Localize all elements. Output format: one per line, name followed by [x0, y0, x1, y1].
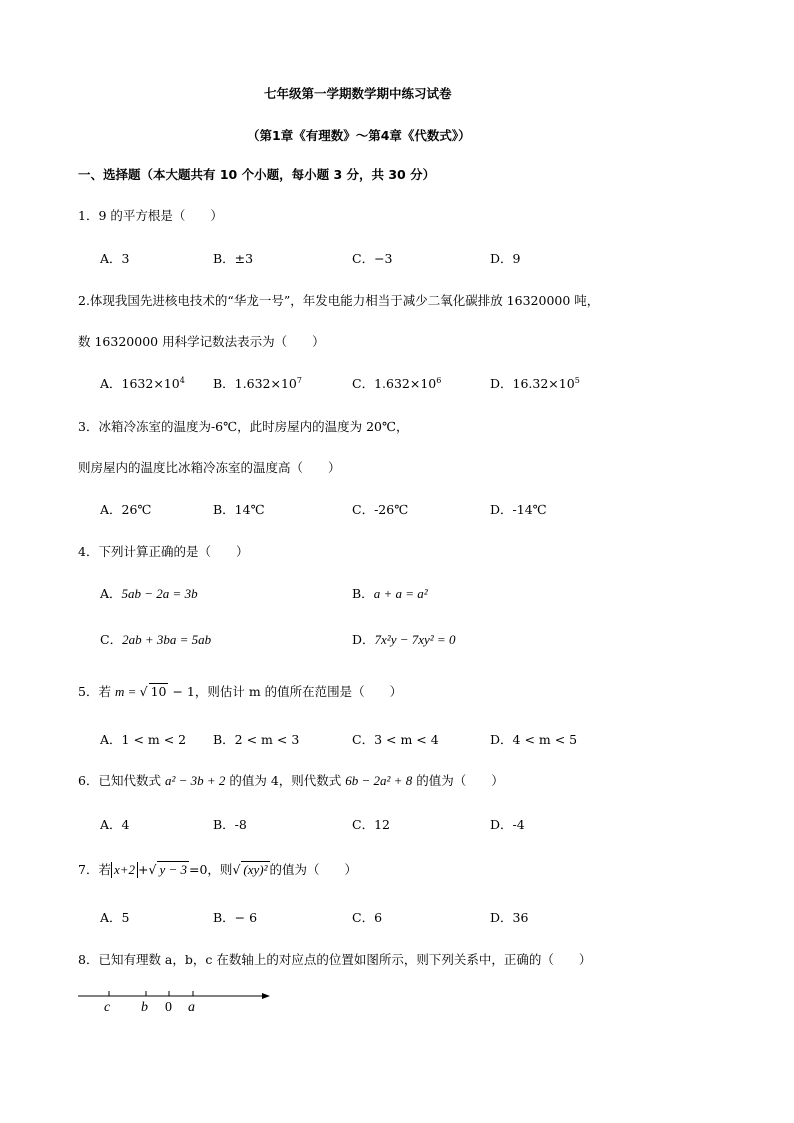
question-6-option-c[interactable]: C．12: [352, 817, 390, 832]
question-7-option-d[interactable]: D．36: [490, 910, 529, 925]
question-2-option-c[interactable]: [352, 374, 441, 392]
question-4-option-b[interactable]: [352, 584, 428, 602]
question-7-option-c[interactable]: C．6: [352, 910, 383, 925]
section-heading: 一、选择题（本大题共有 10 个小题，每小题 3 分，共 30 分）: [78, 167, 436, 182]
question-2-option-a-exponent: 4: [179, 375, 185, 385]
question-1-option-d[interactable]: D．9: [490, 251, 521, 266]
sqrt-symbol: √: [148, 862, 157, 877]
question-7-eq: =0，则: [189, 862, 233, 877]
question-2-option-b-exponent: 7: [296, 375, 302, 385]
question-5-option-d[interactable]: D．4 < m < 5: [490, 732, 578, 747]
question-2-option-d[interactable]: [490, 374, 580, 392]
question-3-option-d[interactable]: D．-14℃: [490, 502, 547, 517]
question-4-option-d-expr: 7x²y − 7xy² = 0: [374, 632, 456, 647]
question-6-option-d[interactable]: D．-4: [490, 817, 525, 832]
question-4-option-a[interactable]: [100, 584, 198, 602]
question-3-option-a[interactable]: A．26℃: [100, 502, 152, 517]
question-2-option-c-text: C．1.632×10: [352, 376, 437, 391]
question-4-option-d[interactable]: [352, 630, 455, 648]
question-6-option-a[interactable]: A．4: [100, 817, 130, 832]
question-5-option-b[interactable]: B．2 < m < 3: [213, 732, 300, 747]
question-5-radicand: 10: [150, 684, 167, 699]
question-6-stem-suffix: 的值为（ ）: [412, 773, 504, 788]
question-7-abs-expr: x+2: [111, 862, 138, 878]
question-5-stem-suffix: ，则估计 m 的值所在范围是（ ）: [194, 684, 403, 699]
question-7-option-a[interactable]: A．5: [100, 910, 130, 925]
question-5-option-a[interactable]: A．1 < m < 2: [100, 732, 187, 747]
question-1-option-b[interactable]: B．±3: [213, 251, 254, 266]
axis-label-b: b: [141, 1000, 148, 1015]
question-3-stem-line-2: 则房屋内的温度比冰箱冷冻室的温度高（ ）: [78, 460, 341, 475]
question-7-option-b[interactable]: B．− 6: [213, 910, 258, 925]
question-2-option-a-text: A．1632×10: [100, 376, 180, 391]
question-2-option-b[interactable]: [213, 374, 302, 392]
question-5-stem-prefix: 5．若: [78, 684, 115, 699]
question-5-stem-var: m =: [114, 684, 140, 699]
question-4-option-d-label: D．: [352, 632, 375, 647]
question-1-option-c[interactable]: C．−3: [352, 251, 393, 266]
sqrt-symbol: √: [232, 862, 241, 877]
axis-label-a: a: [188, 1000, 195, 1015]
question-2-option-b-text: B．1.632×10: [213, 376, 297, 391]
question-4-option-c-label: C．: [100, 632, 123, 647]
question-7-plus: +: [138, 862, 149, 877]
question-6-expr-1: a² − 3b + 2: [164, 773, 226, 788]
question-2-option-c-exponent: 6: [436, 375, 442, 385]
question-3-option-b[interactable]: B．14℃: [213, 502, 265, 517]
question-3-option-c[interactable]: C．-26℃: [352, 502, 409, 517]
question-4-stem: 4．下列计算正确的是（ ）: [78, 544, 249, 559]
question-7-stem: [78, 860, 357, 878]
question-4-option-b-expr: a + a = a²: [373, 586, 428, 601]
question-1-stem: 1．9 的平方根是（ ）: [78, 208, 223, 223]
question-4-option-a-label: A．: [100, 586, 122, 601]
question-5-option-c[interactable]: C．3 < m < 4: [352, 732, 439, 747]
axis-label-c: c: [104, 1000, 111, 1015]
question-2-stem-line-2: 数 16320000 用科学记数法表示为（ ）: [78, 334, 325, 349]
question-6-option-b[interactable]: B．-8: [213, 817, 247, 832]
question-2-stem-line-1: 2.体现我国先进核电技术的“华龙一号”，年发电能力相当于减少二氧化碳排放 16320000 吨，: [78, 293, 600, 308]
page-title: 七年级第一学期数学期中练习试卷: [264, 86, 452, 101]
arrow-right-icon: [262, 993, 270, 999]
question-4-option-c[interactable]: [100, 630, 211, 648]
question-4-option-b-label: B．: [352, 586, 374, 601]
question-5-stem-tail: − 1: [168, 684, 195, 699]
question-2-option-d-exponent: 5: [574, 375, 580, 385]
question-1-option-a[interactable]: A．3: [100, 251, 130, 266]
question-7-radicand-1: y − 3: [159, 862, 187, 877]
question-6-stem-mid: 的值为 4，则代数式: [225, 773, 346, 788]
question-6-expr-2: 6b − 2a² + 8: [345, 773, 413, 788]
question-5-stem: [78, 682, 402, 700]
question-2-option-a[interactable]: [100, 374, 185, 392]
question-7-radicand-2: (xy)²: [243, 862, 268, 877]
question-7-stem-prefix: 7．若: [78, 862, 111, 877]
question-7-stem-suffix: 的值为（ ）: [269, 862, 358, 877]
axis-label-0: 0: [165, 1000, 172, 1015]
page-subtitle: （第1章《有理数》～第4章《代数式》）: [247, 128, 471, 143]
question-3-stem-line-1: 3．冰箱冷冻室的温度为-6℃，此时房屋内的温度为 20℃，: [78, 419, 409, 434]
question-8-stem: 8．已知有理数 a，b，c 在数轴上的对应点的位置如图所示，则下列关系中，正确的（ ）: [78, 952, 592, 967]
question-4-option-c-expr: 2ab + 3ba = 5ab: [122, 632, 212, 647]
question-2-option-d-text: D．16.32×10: [490, 376, 575, 391]
sqrt-symbol: √: [139, 684, 148, 699]
question-4-option-a-expr: 5ab − 2a = 3b: [121, 586, 198, 601]
question-6-stem: [78, 771, 504, 789]
question-6-stem-prefix: 6．已知代数式: [78, 773, 165, 788]
